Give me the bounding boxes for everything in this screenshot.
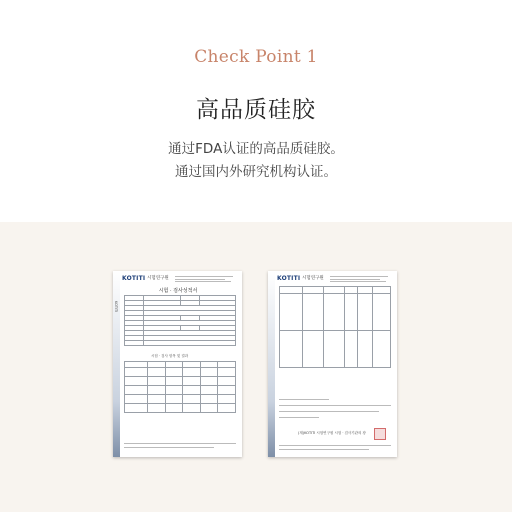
note-line	[279, 417, 319, 418]
document-footer-line	[124, 443, 236, 444]
document-footer-line	[124, 447, 214, 448]
description-line-1: 通过FDA认证的高品质硅胶。	[168, 141, 344, 157]
results-section-title: 시험 · 검사 항목 및 결과	[151, 354, 189, 358]
kotiti-logo-subtitle: 시험연구원	[147, 276, 169, 281]
kotiti-logo-subtitle: 시험연구원	[302, 276, 324, 281]
results-table	[124, 361, 236, 413]
checkpoint-label: Check Point 1	[194, 47, 318, 67]
official-seal-stamp	[374, 428, 386, 440]
document-sidebar	[268, 271, 275, 457]
document-footer-line	[279, 449, 369, 450]
header-text-lines	[330, 276, 390, 284]
note-line	[279, 399, 329, 400]
kotiti-logo: KOTITI	[122, 275, 146, 282]
document-sidebar	[113, 271, 120, 457]
document-footer-line	[279, 445, 391, 446]
note-line	[279, 405, 391, 406]
document-side-logo: KOTITI	[114, 301, 118, 313]
test-report-document-1	[113, 271, 242, 457]
report-info-table	[124, 295, 236, 346]
description	[0, 138, 512, 184]
test-report-document-2	[268, 271, 397, 457]
results-table-continued	[279, 286, 391, 368]
kotiti-logo: KOTITI	[277, 275, 301, 282]
note-line	[279, 411, 379, 412]
description-line-2: 通过国内外研究机构认证。	[175, 164, 337, 180]
section-title: 高品质硅胶	[196, 97, 316, 123]
document-title: 시험 · 검사성적서	[158, 288, 198, 294]
bottom-section	[0, 222, 512, 512]
issuer-signature-line: (재)KOTITI 시험연구원 시험 · 검사기관의 장	[298, 431, 366, 435]
header-text-lines	[175, 276, 235, 284]
